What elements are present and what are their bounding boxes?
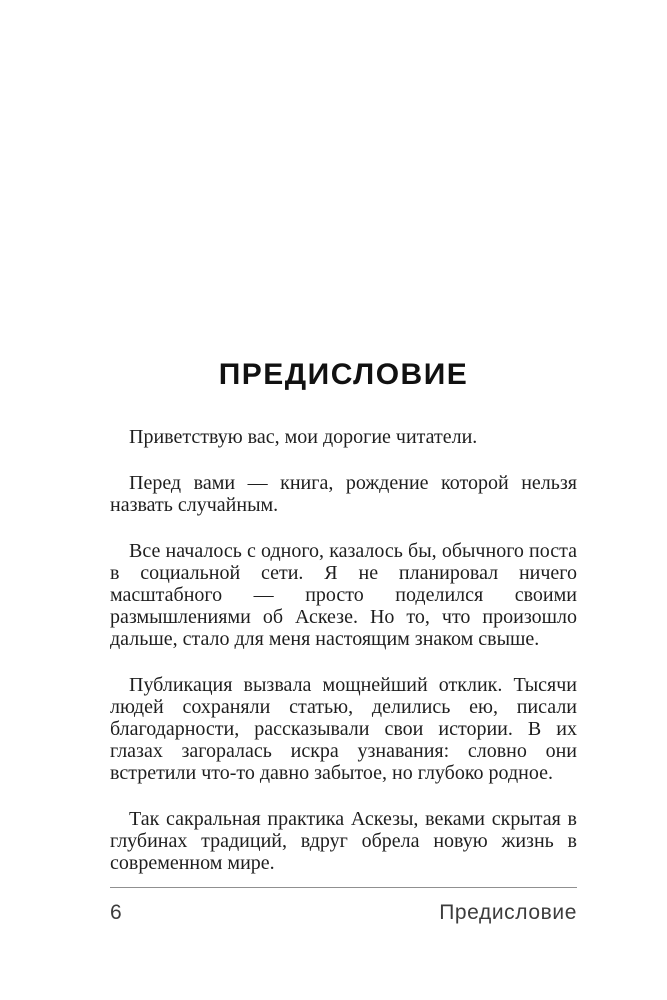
paragraph: Так сакральная практика Аскезы, веками скрытая в глубинах традиций, вдруг обрела новую жизнь в современном мире. (110, 808, 577, 874)
paragraph: Приветствую вас, мои дорогие читатели. (129, 426, 478, 448)
paragraph: Перед вами — книга, рождение которой нельзя назвать случайным. (110, 472, 577, 516)
running-section-title: Предисловие (439, 901, 577, 924)
chapter-title: ПРЕДИСЛОВИЕ (218, 358, 469, 391)
page-footer (110, 887, 577, 925)
chapter-body (110, 426, 577, 898)
page-number: 6 (110, 901, 123, 924)
paragraph: Все началось с одного, казалось бы, обычного поста в социальной сети. Я не планировал ничего масштабного — просто поделился своими размышлениями об Аскезе. Но то, что произошло дальше, стало для меня настоящим знаком свыше. (110, 540, 577, 650)
paragraph: Публикация вызвала мощнейший отклик. Тысячи людей сохраняли статью, делились ею, писали благодарности, рассказывали свои истории. В их глазах загоралась искра узнавания: словно они встретили что-то давно забытое, но глубоко родное. (110, 674, 577, 784)
footer-row (110, 888, 577, 925)
